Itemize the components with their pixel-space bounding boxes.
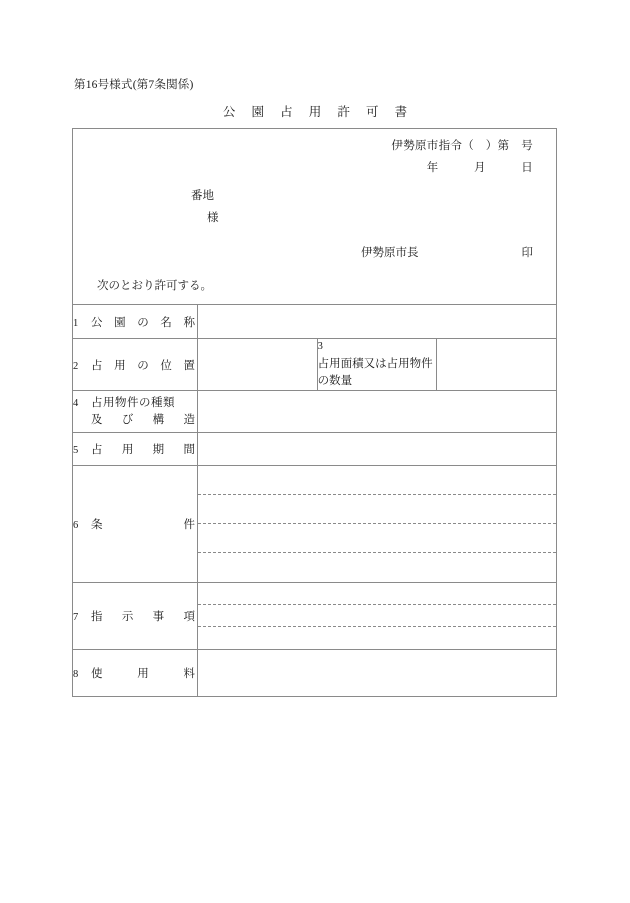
table-row (73, 466, 557, 583)
table-row (73, 583, 557, 650)
table-row (73, 305, 557, 339)
instructions-line-2[interactable] (198, 605, 556, 627)
row-label-text-line1: 占用物件の種類 (91, 396, 175, 409)
row-label-text: 占用面積又は占用物件の数量 (317, 358, 433, 387)
row-number: 8 (73, 669, 79, 680)
row-value-conditions[interactable] (198, 466, 557, 583)
row-label-conditions (73, 466, 198, 583)
header-block (73, 129, 556, 304)
row-number: 7 (73, 612, 79, 623)
table-row (73, 650, 557, 697)
row-label-instructions (73, 583, 198, 650)
table-row (73, 433, 557, 466)
row-label-occupancy-location (73, 339, 198, 391)
row-number: 1 (73, 317, 79, 329)
row-value-park-name[interactable] (198, 305, 557, 339)
page-title: 公 園 占 用 許 可 書 (222, 105, 414, 119)
conditions-line-1[interactable] (198, 466, 556, 495)
row-label-object-type-structure (73, 391, 198, 433)
table-row (73, 339, 557, 391)
row-label-text: 占 用 期 間 (91, 444, 195, 456)
row-number: 2 (73, 360, 79, 372)
form-number: 第16号様式(第7条関係) (74, 79, 194, 91)
permit-table (72, 304, 557, 697)
row-value-occupancy-area[interactable] (437, 339, 557, 391)
row-label-text-line2: 及 び 構 造 (91, 413, 195, 426)
recipient-honorific: 様 (207, 212, 219, 224)
row-number: 6 (73, 520, 79, 531)
date-line: 年 月 日 (426, 162, 533, 174)
row-value-usage-fee[interactable] (198, 650, 557, 697)
row-value-object-type-structure[interactable] (198, 391, 557, 433)
conditions-line-3[interactable] (198, 524, 556, 553)
row-number: 4 (73, 397, 79, 409)
seal-mark: 印 (521, 247, 533, 259)
grant-statement: 次のとおり許可する。 (97, 280, 212, 292)
instructions-line-3[interactable] (198, 627, 556, 649)
row-number: 3 (317, 341, 323, 353)
row-label-text: 条 件 (91, 519, 195, 531)
row-label-occupancy-period (73, 433, 198, 466)
conditions-line-2[interactable] (198, 495, 556, 524)
row-label-text: 公 園 の 名 称 (91, 316, 195, 329)
table-row (73, 391, 557, 433)
row-label-text: 占 用 の 位 置 (91, 359, 195, 372)
row-number: 5 (73, 445, 79, 456)
order-number: 伊勢原市指令（ ）第 号 (391, 140, 533, 152)
recipient-address-label: 番地 (191, 190, 214, 202)
conditions-line-4[interactable] (198, 553, 556, 582)
row-label-park-name (73, 305, 198, 339)
row-value-occupancy-period[interactable] (198, 433, 557, 466)
row-label-occupancy-area (317, 339, 437, 391)
row-label-text: 指 示 事 項 (91, 611, 195, 623)
issuer-name: 伊勢原市長 (361, 247, 419, 259)
row-label-usage-fee (73, 650, 198, 697)
instructions-line-1[interactable] (198, 583, 556, 605)
row-value-occupancy-location[interactable] (198, 339, 318, 391)
row-value-instructions[interactable] (198, 583, 557, 650)
row-label-text: 使 用 料 (91, 668, 195, 680)
form-frame (72, 128, 557, 697)
